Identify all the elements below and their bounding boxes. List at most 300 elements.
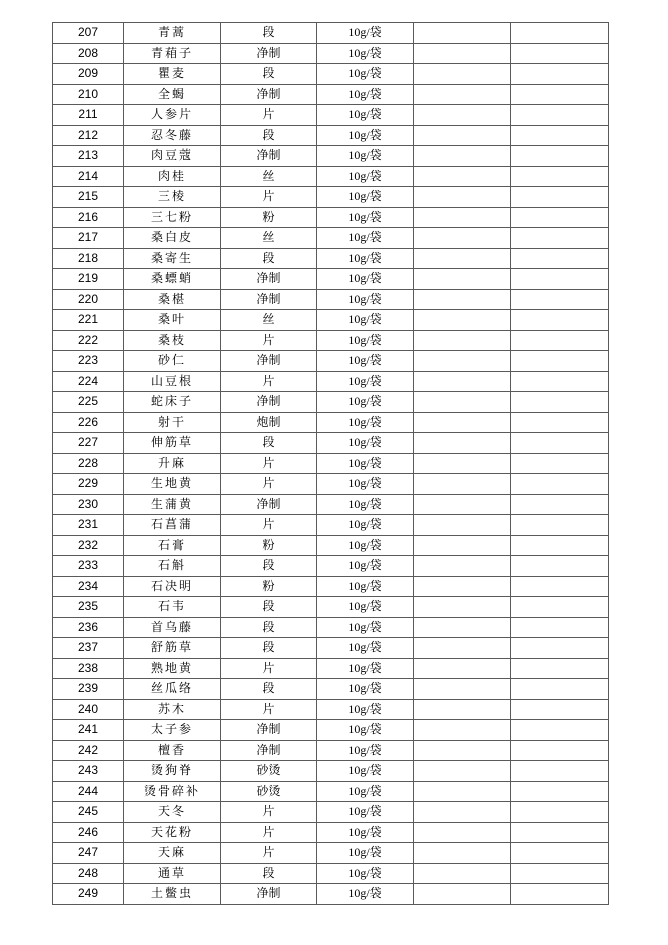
process-type-cell: 段 bbox=[221, 863, 317, 884]
row-number-cell: 216 bbox=[53, 207, 124, 228]
table-row bbox=[53, 494, 609, 515]
row-number-cell: 215 bbox=[53, 187, 124, 208]
process-type-cell: 片 bbox=[221, 699, 317, 720]
blank-cell bbox=[414, 597, 511, 618]
herb-name-cell: 青蒿 bbox=[124, 23, 221, 44]
blank-cell bbox=[511, 433, 609, 454]
blank-cell bbox=[414, 269, 511, 290]
row-number-cell: 220 bbox=[53, 289, 124, 310]
blank-cell bbox=[511, 474, 609, 495]
table-row bbox=[53, 166, 609, 187]
blank-cell bbox=[511, 843, 609, 864]
table-row bbox=[53, 207, 609, 228]
herb-name-cell: 蛇床子 bbox=[124, 392, 221, 413]
row-number-cell: 243 bbox=[53, 761, 124, 782]
process-type-cell: 片 bbox=[221, 105, 317, 126]
table-row bbox=[53, 125, 609, 146]
row-number-cell: 231 bbox=[53, 515, 124, 536]
package-spec-cell: 10g/袋 bbox=[317, 535, 414, 556]
process-type-cell: 段 bbox=[221, 597, 317, 618]
blank-cell bbox=[414, 248, 511, 269]
document-sheet bbox=[52, 22, 609, 905]
row-number-cell: 214 bbox=[53, 166, 124, 187]
row-number-cell: 238 bbox=[53, 658, 124, 679]
blank-cell bbox=[414, 84, 511, 105]
process-type-cell: 净制 bbox=[221, 43, 317, 64]
process-type-cell: 净制 bbox=[221, 146, 317, 167]
blank-cell bbox=[511, 330, 609, 351]
herb-name-cell: 桑叶 bbox=[124, 310, 221, 331]
blank-cell bbox=[511, 269, 609, 290]
package-spec-cell: 10g/袋 bbox=[317, 146, 414, 167]
package-spec-cell: 10g/袋 bbox=[317, 351, 414, 372]
herb-name-cell: 太子参 bbox=[124, 720, 221, 741]
package-spec-cell: 10g/袋 bbox=[317, 392, 414, 413]
package-spec-cell: 10g/袋 bbox=[317, 761, 414, 782]
blank-cell bbox=[414, 781, 511, 802]
package-spec-cell: 10g/袋 bbox=[317, 228, 414, 249]
herb-name-cell: 青葙子 bbox=[124, 43, 221, 64]
table-row bbox=[53, 679, 609, 700]
table-row bbox=[53, 720, 609, 741]
blank-cell bbox=[414, 371, 511, 392]
herb-name-cell: 三棱 bbox=[124, 187, 221, 208]
blank-cell bbox=[414, 207, 511, 228]
table-body bbox=[53, 23, 609, 905]
process-type-cell: 净制 bbox=[221, 884, 317, 905]
package-spec-cell: 10g/袋 bbox=[317, 863, 414, 884]
row-number-cell: 242 bbox=[53, 740, 124, 761]
process-type-cell: 净制 bbox=[221, 269, 317, 290]
blank-cell bbox=[414, 843, 511, 864]
blank-cell bbox=[414, 351, 511, 372]
herb-name-cell: 石膏 bbox=[124, 535, 221, 556]
process-type-cell: 净制 bbox=[221, 740, 317, 761]
table-row bbox=[53, 84, 609, 105]
blank-cell bbox=[511, 310, 609, 331]
package-spec-cell: 10g/袋 bbox=[317, 617, 414, 638]
blank-cell bbox=[414, 187, 511, 208]
process-type-cell: 净制 bbox=[221, 720, 317, 741]
row-number-cell: 212 bbox=[53, 125, 124, 146]
blank-cell bbox=[511, 84, 609, 105]
package-spec-cell: 10g/袋 bbox=[317, 597, 414, 618]
package-spec-cell: 10g/袋 bbox=[317, 453, 414, 474]
package-spec-cell: 10g/袋 bbox=[317, 207, 414, 228]
table-row bbox=[53, 535, 609, 556]
blank-cell bbox=[414, 761, 511, 782]
process-type-cell: 粉 bbox=[221, 535, 317, 556]
herb-name-cell: 桑枝 bbox=[124, 330, 221, 351]
blank-cell bbox=[414, 330, 511, 351]
table-row bbox=[53, 433, 609, 454]
row-number-cell: 235 bbox=[53, 597, 124, 618]
package-spec-cell: 10g/袋 bbox=[317, 638, 414, 659]
package-spec-cell: 10g/袋 bbox=[317, 699, 414, 720]
row-number-cell: 247 bbox=[53, 843, 124, 864]
row-number-cell: 246 bbox=[53, 822, 124, 843]
table-row bbox=[53, 761, 609, 782]
row-number-cell: 248 bbox=[53, 863, 124, 884]
blank-cell bbox=[414, 679, 511, 700]
blank-cell bbox=[414, 494, 511, 515]
row-number-cell: 241 bbox=[53, 720, 124, 741]
blank-cell bbox=[511, 166, 609, 187]
table-row bbox=[53, 187, 609, 208]
herb-name-cell: 苏木 bbox=[124, 699, 221, 720]
process-type-cell: 丝 bbox=[221, 166, 317, 187]
process-type-cell: 净制 bbox=[221, 84, 317, 105]
blank-cell bbox=[414, 23, 511, 44]
process-type-cell: 粉 bbox=[221, 207, 317, 228]
blank-cell bbox=[511, 802, 609, 823]
package-spec-cell: 10g/袋 bbox=[317, 515, 414, 536]
herb-name-cell: 射干 bbox=[124, 412, 221, 433]
table-row bbox=[53, 64, 609, 85]
herb-name-cell: 天花粉 bbox=[124, 822, 221, 843]
herb-name-cell: 桑螵蛸 bbox=[124, 269, 221, 290]
process-type-cell: 片 bbox=[221, 330, 317, 351]
row-number-cell: 221 bbox=[53, 310, 124, 331]
row-number-cell: 224 bbox=[53, 371, 124, 392]
herb-name-cell: 瞿麦 bbox=[124, 64, 221, 85]
blank-cell bbox=[414, 310, 511, 331]
blank-cell bbox=[511, 187, 609, 208]
herb-name-cell: 土鳖虫 bbox=[124, 884, 221, 905]
process-type-cell: 段 bbox=[221, 433, 317, 454]
row-number-cell: 249 bbox=[53, 884, 124, 905]
blank-cell bbox=[511, 597, 609, 618]
blank-cell bbox=[414, 556, 511, 577]
process-type-cell: 砂烫 bbox=[221, 761, 317, 782]
package-spec-cell: 10g/袋 bbox=[317, 679, 414, 700]
table-row bbox=[53, 248, 609, 269]
blank-cell bbox=[511, 146, 609, 167]
process-type-cell: 净制 bbox=[221, 289, 317, 310]
blank-cell bbox=[414, 822, 511, 843]
herb-table bbox=[52, 22, 609, 905]
process-type-cell: 片 bbox=[221, 515, 317, 536]
blank-cell bbox=[511, 43, 609, 64]
process-type-cell: 净制 bbox=[221, 351, 317, 372]
blank-cell bbox=[414, 638, 511, 659]
blank-cell bbox=[414, 64, 511, 85]
package-spec-cell: 10g/袋 bbox=[317, 371, 414, 392]
blank-cell bbox=[511, 248, 609, 269]
herb-name-cell: 忍冬藤 bbox=[124, 125, 221, 146]
herb-name-cell: 砂仁 bbox=[124, 351, 221, 372]
table-row bbox=[53, 802, 609, 823]
blank-cell bbox=[511, 740, 609, 761]
package-spec-cell: 10g/袋 bbox=[317, 84, 414, 105]
blank-cell bbox=[511, 781, 609, 802]
process-type-cell: 片 bbox=[221, 802, 317, 823]
blank-cell bbox=[511, 105, 609, 126]
blank-cell bbox=[414, 658, 511, 679]
package-spec-cell: 10g/袋 bbox=[317, 494, 414, 515]
row-number-cell: 210 bbox=[53, 84, 124, 105]
table-row bbox=[53, 843, 609, 864]
herb-name-cell: 肉豆蔻 bbox=[124, 146, 221, 167]
herb-name-cell: 生地黄 bbox=[124, 474, 221, 495]
process-type-cell: 丝 bbox=[221, 228, 317, 249]
blank-cell bbox=[414, 412, 511, 433]
row-number-cell: 245 bbox=[53, 802, 124, 823]
herb-name-cell: 舒筋草 bbox=[124, 638, 221, 659]
blank-cell bbox=[511, 351, 609, 372]
process-type-cell: 段 bbox=[221, 617, 317, 638]
herb-name-cell: 桑椹 bbox=[124, 289, 221, 310]
herb-name-cell: 天麻 bbox=[124, 843, 221, 864]
table-row bbox=[53, 330, 609, 351]
herb-name-cell: 烫骨碎补 bbox=[124, 781, 221, 802]
blank-cell bbox=[414, 515, 511, 536]
process-type-cell: 片 bbox=[221, 822, 317, 843]
blank-cell bbox=[414, 884, 511, 905]
blank-cell bbox=[414, 699, 511, 720]
herb-name-cell: 丝瓜络 bbox=[124, 679, 221, 700]
table-row bbox=[53, 884, 609, 905]
blank-cell bbox=[511, 617, 609, 638]
package-spec-cell: 10g/袋 bbox=[317, 781, 414, 802]
row-number-cell: 230 bbox=[53, 494, 124, 515]
row-number-cell: 211 bbox=[53, 105, 124, 126]
process-type-cell: 砂烫 bbox=[221, 781, 317, 802]
herb-name-cell: 生蒲黄 bbox=[124, 494, 221, 515]
table-row bbox=[53, 289, 609, 310]
package-spec-cell: 10g/袋 bbox=[317, 884, 414, 905]
package-spec-cell: 10g/袋 bbox=[317, 23, 414, 44]
package-spec-cell: 10g/袋 bbox=[317, 105, 414, 126]
row-number-cell: 244 bbox=[53, 781, 124, 802]
row-number-cell: 228 bbox=[53, 453, 124, 474]
herb-name-cell: 全蝎 bbox=[124, 84, 221, 105]
blank-cell bbox=[414, 720, 511, 741]
package-spec-cell: 10g/袋 bbox=[317, 310, 414, 331]
table-row bbox=[53, 597, 609, 618]
herb-name-cell: 桑寄生 bbox=[124, 248, 221, 269]
row-number-cell: 226 bbox=[53, 412, 124, 433]
row-number-cell: 233 bbox=[53, 556, 124, 577]
row-number-cell: 218 bbox=[53, 248, 124, 269]
process-type-cell: 片 bbox=[221, 843, 317, 864]
package-spec-cell: 10g/袋 bbox=[317, 412, 414, 433]
herb-name-cell: 天冬 bbox=[124, 802, 221, 823]
process-type-cell: 段 bbox=[221, 64, 317, 85]
row-number-cell: 240 bbox=[53, 699, 124, 720]
blank-cell bbox=[511, 23, 609, 44]
blank-cell bbox=[511, 658, 609, 679]
blank-cell bbox=[414, 535, 511, 556]
table-row bbox=[53, 371, 609, 392]
table-row bbox=[53, 638, 609, 659]
package-spec-cell: 10g/袋 bbox=[317, 289, 414, 310]
row-number-cell: 239 bbox=[53, 679, 124, 700]
process-type-cell: 净制 bbox=[221, 392, 317, 413]
process-type-cell: 段 bbox=[221, 125, 317, 146]
table-row bbox=[53, 351, 609, 372]
table-row bbox=[53, 412, 609, 433]
blank-cell bbox=[414, 453, 511, 474]
herb-name-cell: 檀香 bbox=[124, 740, 221, 761]
blank-cell bbox=[414, 166, 511, 187]
process-type-cell: 粉 bbox=[221, 576, 317, 597]
blank-cell bbox=[414, 863, 511, 884]
blank-cell bbox=[511, 638, 609, 659]
herb-name-cell: 升麻 bbox=[124, 453, 221, 474]
blank-cell bbox=[511, 289, 609, 310]
row-number-cell: 232 bbox=[53, 535, 124, 556]
herb-name-cell: 三七粉 bbox=[124, 207, 221, 228]
row-number-cell: 223 bbox=[53, 351, 124, 372]
blank-cell bbox=[414, 43, 511, 64]
package-spec-cell: 10g/袋 bbox=[317, 43, 414, 64]
package-spec-cell: 10g/袋 bbox=[317, 269, 414, 290]
package-spec-cell: 10g/袋 bbox=[317, 474, 414, 495]
herb-name-cell: 石决明 bbox=[124, 576, 221, 597]
blank-cell bbox=[414, 617, 511, 638]
row-number-cell: 234 bbox=[53, 576, 124, 597]
row-number-cell: 237 bbox=[53, 638, 124, 659]
blank-cell bbox=[511, 679, 609, 700]
table-row bbox=[53, 781, 609, 802]
blank-cell bbox=[511, 412, 609, 433]
package-spec-cell: 10g/袋 bbox=[317, 64, 414, 85]
table-row bbox=[53, 863, 609, 884]
package-spec-cell: 10g/袋 bbox=[317, 740, 414, 761]
package-spec-cell: 10g/袋 bbox=[317, 125, 414, 146]
table-row bbox=[53, 740, 609, 761]
table-row bbox=[53, 43, 609, 64]
blank-cell bbox=[511, 576, 609, 597]
package-spec-cell: 10g/袋 bbox=[317, 248, 414, 269]
table-row bbox=[53, 23, 609, 44]
row-number-cell: 209 bbox=[53, 64, 124, 85]
blank-cell bbox=[414, 228, 511, 249]
blank-cell bbox=[511, 535, 609, 556]
herb-name-cell: 首乌藤 bbox=[124, 617, 221, 638]
blank-cell bbox=[511, 556, 609, 577]
table-row bbox=[53, 105, 609, 126]
blank-cell bbox=[511, 863, 609, 884]
blank-cell bbox=[414, 576, 511, 597]
blank-cell bbox=[414, 146, 511, 167]
process-type-cell: 净制 bbox=[221, 494, 317, 515]
table-row bbox=[53, 453, 609, 474]
table-row bbox=[53, 576, 609, 597]
blank-cell bbox=[511, 822, 609, 843]
row-number-cell: 213 bbox=[53, 146, 124, 167]
process-type-cell: 段 bbox=[221, 556, 317, 577]
package-spec-cell: 10g/袋 bbox=[317, 433, 414, 454]
process-type-cell: 片 bbox=[221, 187, 317, 208]
blank-cell bbox=[511, 720, 609, 741]
row-number-cell: 208 bbox=[53, 43, 124, 64]
table-row bbox=[53, 617, 609, 638]
row-number-cell: 236 bbox=[53, 617, 124, 638]
package-spec-cell: 10g/袋 bbox=[317, 166, 414, 187]
blank-cell bbox=[511, 453, 609, 474]
blank-cell bbox=[511, 125, 609, 146]
blank-cell bbox=[511, 884, 609, 905]
blank-cell bbox=[414, 740, 511, 761]
package-spec-cell: 10g/袋 bbox=[317, 802, 414, 823]
table-row bbox=[53, 228, 609, 249]
herb-name-cell: 烫狗脊 bbox=[124, 761, 221, 782]
herb-name-cell: 肉桂 bbox=[124, 166, 221, 187]
blank-cell bbox=[414, 125, 511, 146]
process-type-cell: 段 bbox=[221, 679, 317, 700]
table-row bbox=[53, 474, 609, 495]
row-number-cell: 225 bbox=[53, 392, 124, 413]
table-row bbox=[53, 146, 609, 167]
herb-name-cell: 石菖蒲 bbox=[124, 515, 221, 536]
herb-name-cell: 通草 bbox=[124, 863, 221, 884]
herb-name-cell: 石斛 bbox=[124, 556, 221, 577]
herb-name-cell: 熟地黄 bbox=[124, 658, 221, 679]
blank-cell bbox=[511, 371, 609, 392]
table-row bbox=[53, 515, 609, 536]
package-spec-cell: 10g/袋 bbox=[317, 720, 414, 741]
blank-cell bbox=[511, 494, 609, 515]
package-spec-cell: 10g/袋 bbox=[317, 556, 414, 577]
process-type-cell: 段 bbox=[221, 248, 317, 269]
herb-name-cell: 石韦 bbox=[124, 597, 221, 618]
blank-cell bbox=[511, 515, 609, 536]
blank-cell bbox=[511, 699, 609, 720]
package-spec-cell: 10g/袋 bbox=[317, 658, 414, 679]
package-spec-cell: 10g/袋 bbox=[317, 330, 414, 351]
process-type-cell: 片 bbox=[221, 658, 317, 679]
table-row bbox=[53, 392, 609, 413]
blank-cell bbox=[511, 228, 609, 249]
table-row bbox=[53, 310, 609, 331]
package-spec-cell: 10g/袋 bbox=[317, 822, 414, 843]
row-number-cell: 227 bbox=[53, 433, 124, 454]
blank-cell bbox=[511, 64, 609, 85]
process-type-cell: 片 bbox=[221, 453, 317, 474]
herb-name-cell: 伸筋草 bbox=[124, 433, 221, 454]
herb-name-cell: 桑白皮 bbox=[124, 228, 221, 249]
row-number-cell: 207 bbox=[53, 23, 124, 44]
herb-name-cell: 山豆根 bbox=[124, 371, 221, 392]
process-type-cell: 片 bbox=[221, 371, 317, 392]
blank-cell bbox=[414, 392, 511, 413]
process-type-cell: 炮制 bbox=[221, 412, 317, 433]
table-row bbox=[53, 699, 609, 720]
blank-cell bbox=[414, 802, 511, 823]
blank-cell bbox=[414, 433, 511, 454]
process-type-cell: 丝 bbox=[221, 310, 317, 331]
package-spec-cell: 10g/袋 bbox=[317, 187, 414, 208]
blank-cell bbox=[511, 761, 609, 782]
row-number-cell: 217 bbox=[53, 228, 124, 249]
table-row bbox=[53, 269, 609, 290]
blank-cell bbox=[511, 207, 609, 228]
process-type-cell: 片 bbox=[221, 474, 317, 495]
blank-cell bbox=[414, 474, 511, 495]
process-type-cell: 段 bbox=[221, 638, 317, 659]
row-number-cell: 222 bbox=[53, 330, 124, 351]
package-spec-cell: 10g/袋 bbox=[317, 576, 414, 597]
blank-cell bbox=[414, 289, 511, 310]
blank-cell bbox=[511, 392, 609, 413]
process-type-cell: 段 bbox=[221, 23, 317, 44]
herb-name-cell: 人参片 bbox=[124, 105, 221, 126]
table-row bbox=[53, 556, 609, 577]
row-number-cell: 229 bbox=[53, 474, 124, 495]
row-number-cell: 219 bbox=[53, 269, 124, 290]
